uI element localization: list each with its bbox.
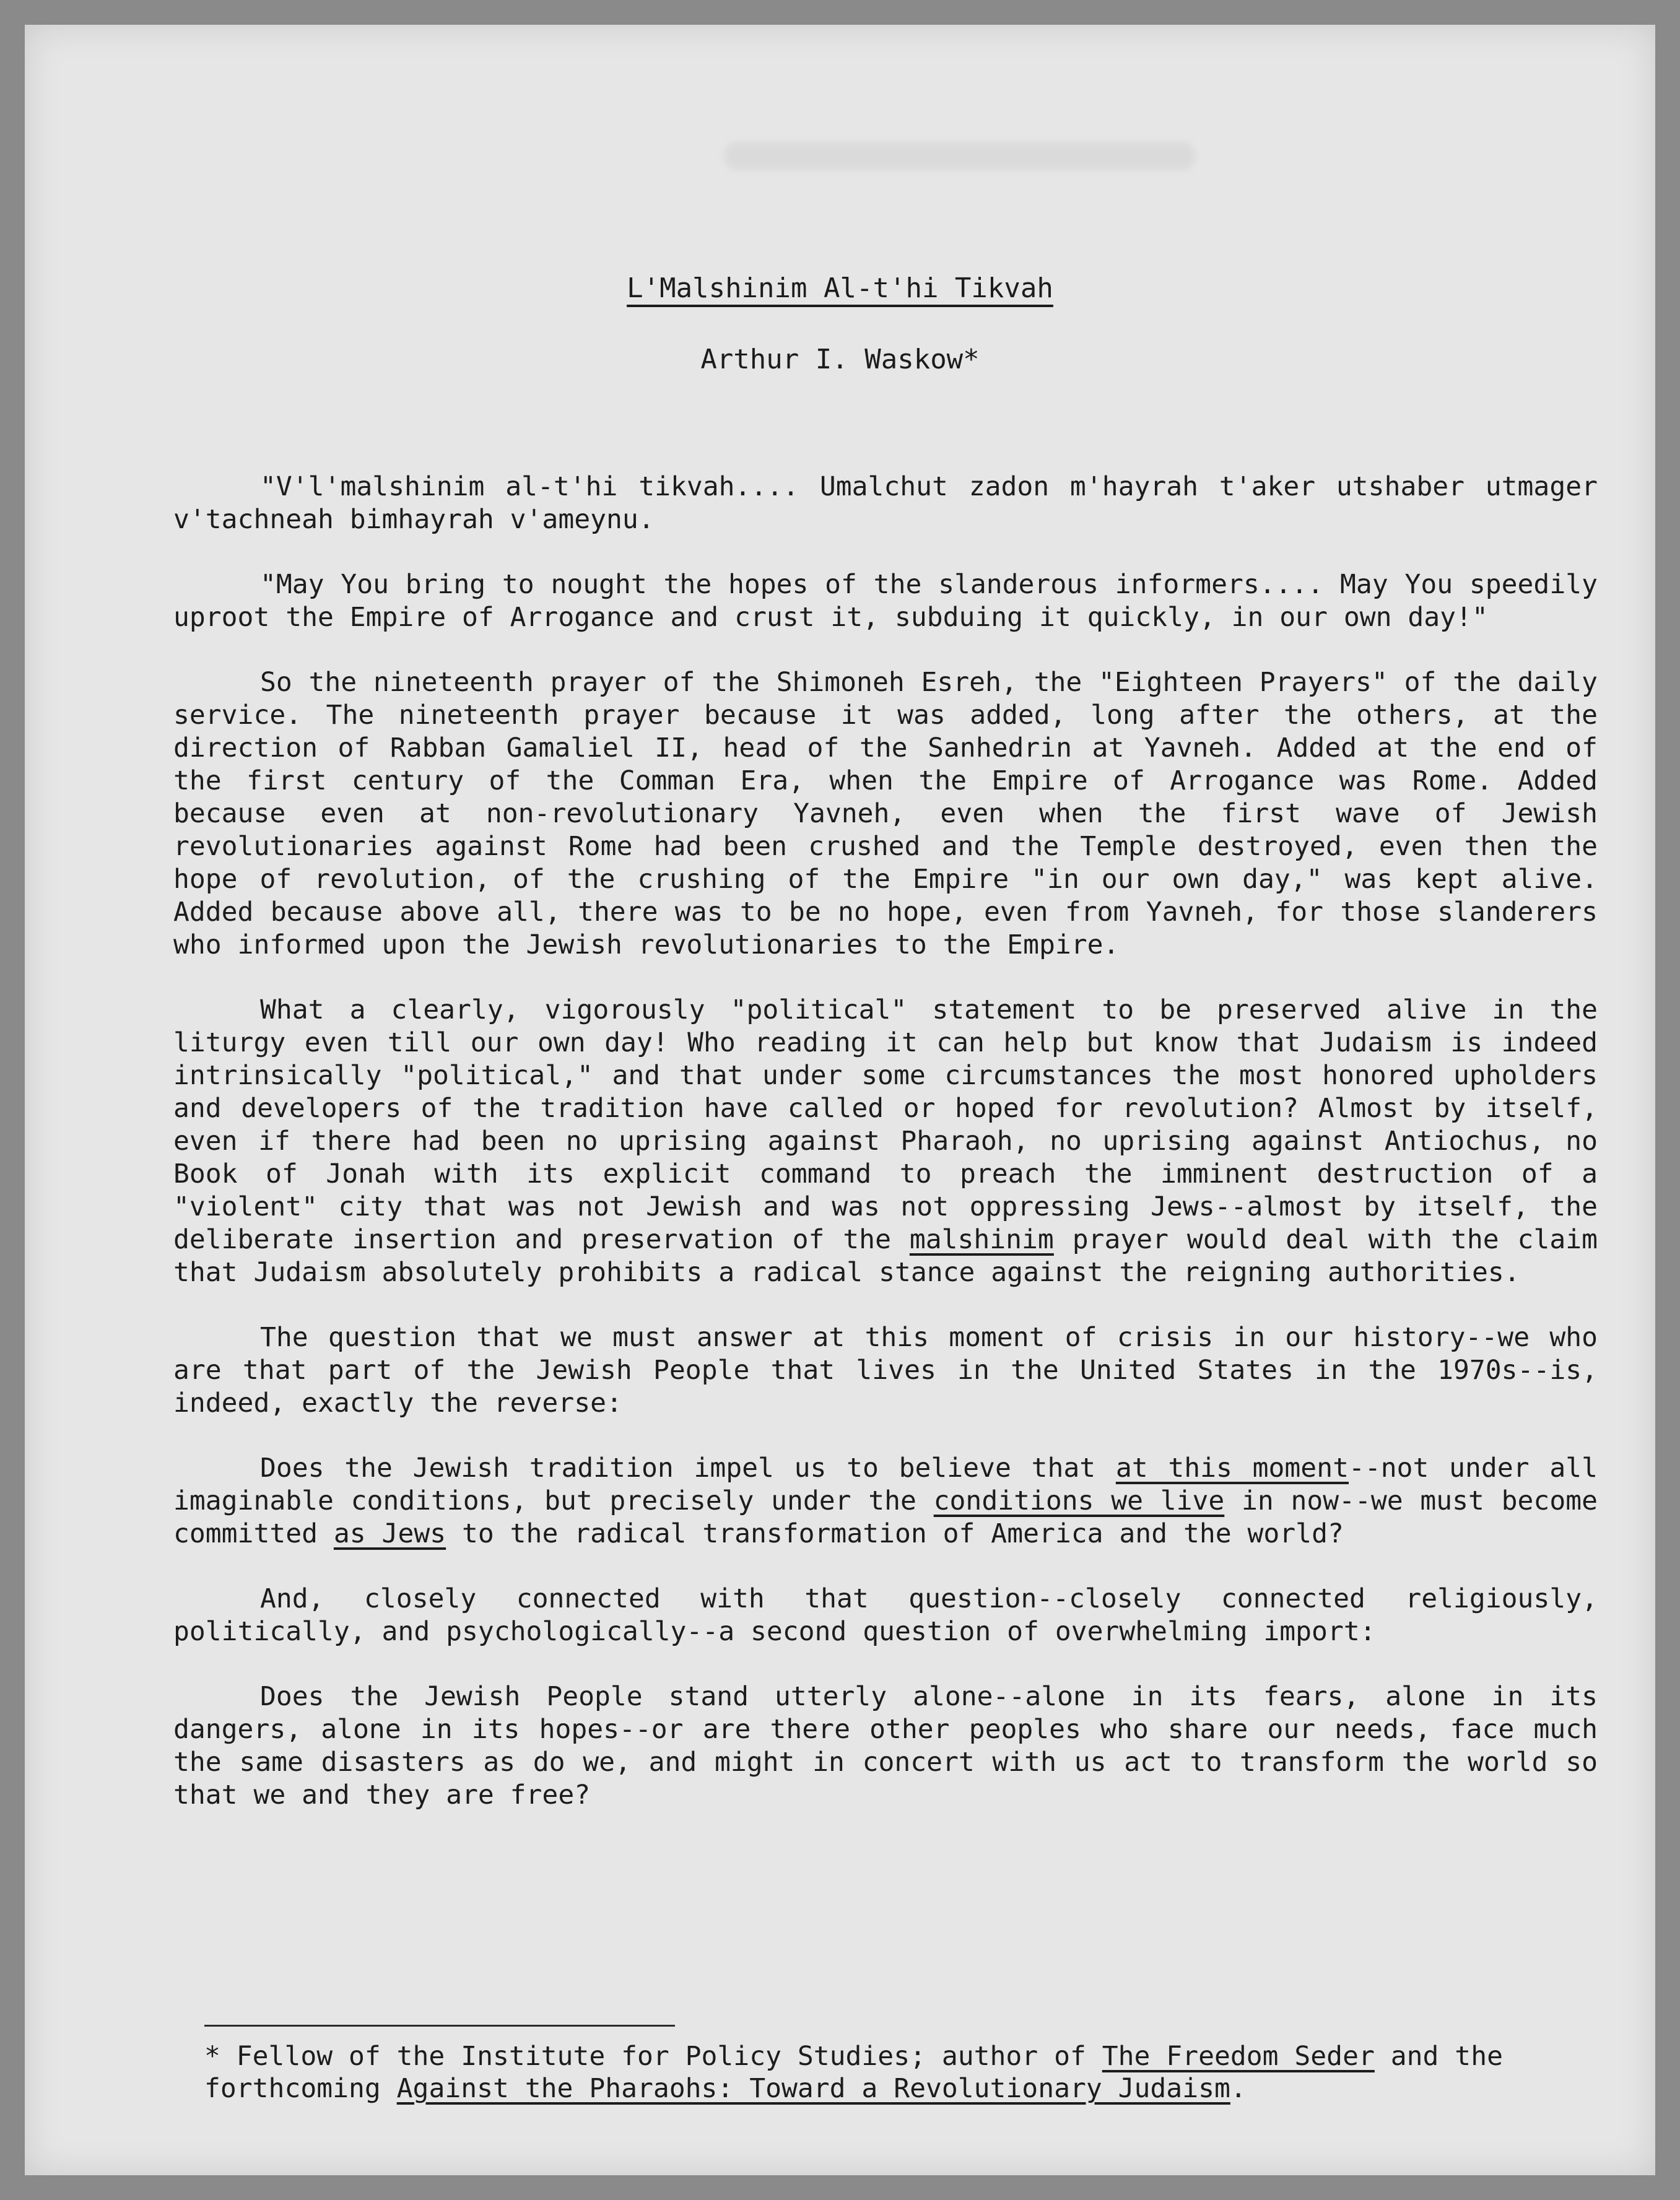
- text-run: --not under all imaginable conditions, but precisely under the: [173, 1453, 1598, 1516]
- underlined-phrase: at this moment: [1115, 1453, 1349, 1484]
- body-text: [173, 471, 1598, 1844]
- underlined-term: malshinim: [909, 1224, 1054, 1255]
- paragraph-political: [173, 994, 1598, 1289]
- footnote: [204, 2040, 1567, 2105]
- text-run: .: [1230, 2073, 1247, 2104]
- text-run: prayer would deal with the claim that Judaism absolutely prohibits a radical stance against the reigning authorities.: [173, 1224, 1598, 1288]
- document-page: [25, 25, 1655, 2175]
- underlined-phrase: as Jews: [333, 1518, 446, 1549]
- paragraph-question-one: [173, 1452, 1598, 1550]
- text-run: * Fellow of the Institute for Policy Studies; author of: [204, 2041, 1102, 2072]
- underlined-phrase: conditions we live: [933, 1485, 1225, 1516]
- book-title: Against the Pharaohs: Toward a Revolutionary Judaism: [396, 2073, 1230, 2104]
- document-title: L'Malshinim Al-t'hi Tikvah: [627, 272, 1053, 304]
- footnote-divider: [204, 2025, 675, 2027]
- text-run: What a clearly, vigorously "political" statement to be preserved alive in the liturgy even till our own day! Who reading it can help but know that Judaism is indeed intrinsically "political," and that under some circumstances the most honored upholders and developers of the tradition have called or hoped for revolution? Almost by itself, even if there had been no uprising against Pharaoh, no uprising against Antiochus, no Book of Jonah with its explicit command to preach the imminent destruction of a "violent" city that was not Jewish and was not oppressing Jews--almost by itself, the deliberate insertion and preservation of the: [173, 994, 1598, 1255]
- paragraph-question-intro: The question that we must answer at this moment of crisis in our history--we who are that part of the Jewish People that lives in the United States in the 1970s--is, indeed, exactly the reverse:: [173, 1322, 1598, 1419]
- book-title: The Freedom Seder: [1102, 2041, 1375, 2072]
- author-line: Arthur I. Waskow*: [700, 344, 980, 375]
- text-run: Does the Jewish tradition impel us to believe that: [260, 1453, 1116, 1484]
- text-run: and the forthcoming: [204, 2041, 1503, 2104]
- paragraph-question-two: Does the Jewish People stand utterly alone--alone in its fears, alone in its dangers, alone in its hopes--or are there other peoples who share our needs, face much the same disasters as do we, and might in concert with us act to transform the world so that we and they are free?: [173, 1681, 1598, 1811]
- paragraph-second-question-intro: And, closely connected with that question--closely connected religiously, politically, and psychologically--a second question of overwhelming import:: [173, 1583, 1598, 1647]
- text-run: to the radical transformation of America and the world?: [446, 1518, 1344, 1549]
- text-run: in now--we must become committed: [173, 1485, 1598, 1549]
- paragraph-hebrew-prayer: "V'l'malshinim al-t'hi tikvah.... Umalchut zadon m'hayrah t'aker utshaber utmager v'tachneah bimhayrah v'ameynu.: [173, 471, 1598, 535]
- paragraph-history: So the nineteenth prayer of the Shimoneh Esreh, the "Eighteen Prayers" of the daily service. The nineteenth prayer because it was added, long after the others, at the direction of Rabban Gamaliel II, head of the Sanhedrin at Yavneh. Added at the end of the first century of the Comman Era, when the Empire of Arrogance was Rome. Added because even at non-revolutionary Yavneh, even when the first wave of Jewish revolutionaries against Rome had been crushed and the Temple destroyed, even then the hope of revolution, of the crushing of the Empire "in our own day," was kept alive. Added because above all, there was to be no hope, even from Yavneh, for those slanderers who informed upon the Jewish revolutionaries to the Empire.: [173, 667, 1598, 960]
- paragraph-translation: "May You bring to nought the hopes of the slanderous informers.... May You speedily uproot the Empire of Arrogance and crust it, subduing it quickly, in our own day!": [173, 569, 1598, 633]
- faded-header-mark: [725, 142, 1195, 170]
